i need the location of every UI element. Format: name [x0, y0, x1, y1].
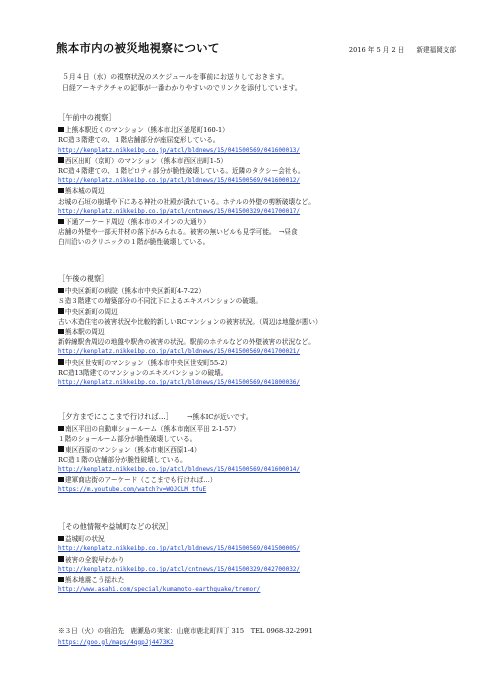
list-item	[58, 327, 463, 358]
bullet-square-icon	[58, 127, 64, 133]
item-link[interactable]: http://kenplatz.nikkeibp.co.jp/atcl/bldnews/15/041500569/041700021/	[58, 348, 301, 356]
item-link-row	[58, 585, 463, 595]
bullet-square-icon	[58, 536, 64, 542]
item-label-text: 東区西原のマンション（熊本市東区西原1-4）	[65, 445, 201, 454]
item-description: お城の石垣の崩壊や下にある神社の社殿が潰れている。ホテルの外壁の剪断破壊など。	[58, 197, 315, 206]
footer-lodging-text: ※３日（火）の宿泊先 鹿瀬島の実家：山鹿市鹿北町四丁 315 TEL 0968-32-2991	[58, 627, 313, 635]
item-description: 古い木造住宅の被害状況や比較的新しいRCマンションの被害状況。（周辺は地盤が悪い）	[58, 317, 322, 326]
intro-line: 日経アーキテクチャの記事が一番わかりやすいのでリンクを添付しています。	[62, 84, 302, 92]
item-label-text: 建軍商店街のアーケード（ここまでも行ければ…）	[65, 476, 217, 485]
item-label	[58, 575, 463, 585]
list-item	[58, 125, 463, 156]
section-morning	[58, 113, 463, 248]
section-heading-note: →熊本ICが近いです。	[187, 413, 253, 421]
document-date: 2016 年 5 月 2 日	[348, 46, 405, 54]
item-label	[58, 307, 463, 317]
bullet-square-icon	[58, 477, 64, 483]
item-link-row	[58, 485, 463, 495]
item-label	[58, 445, 463, 455]
item-link[interactable]: http://kenplatz.nikkeibp.co.jp/atcl/cntnews/15/041500329/041700017/	[58, 207, 301, 215]
item-description: RC造13階建てのマンションのエキスパンションの破壊。	[58, 368, 228, 377]
item-label-text: 西区出町（京町）のマンション（熊本市西区出町1-5）	[65, 156, 227, 165]
bullet-square-icon	[58, 446, 64, 452]
document-org: 新建福岡支部	[416, 46, 456, 54]
item-label	[58, 555, 463, 565]
list-item	[58, 286, 463, 306]
section-heading: ［その他情報や益城町などの状況］	[58, 522, 174, 531]
item-label	[58, 475, 463, 485]
item-label-text: 熊本城の周辺	[65, 187, 105, 196]
intro-line: ５月４日（水）の視察状況のスケジュールを事前にお送りしておきます。	[62, 73, 289, 81]
section-heading: ［午後の視察］	[58, 274, 109, 283]
list-item	[58, 186, 463, 217]
item-description: RC造４階建ての、１階ピロティ部分が脆性破壊している。近隣のタクシー会社も。	[58, 167, 305, 176]
item-label-text: 中央区世安町のマンション（熊本市中央区世安町55-2）	[65, 358, 232, 367]
document-title: 熊本市内の被災地視察について	[56, 41, 220, 55]
item-link-row	[58, 378, 463, 388]
item-label-text: 益城町の状況	[65, 535, 105, 544]
item-description: 白川沿いのクリニックの１階が脆性破壊している。	[58, 238, 210, 247]
item-description: Ｓ造３階建ての増築部分の不同沈下によるエキスパンションの破壊。	[58, 297, 262, 306]
bullet-square-icon	[58, 426, 64, 432]
document-meta	[339, 44, 456, 54]
item-label-text: 中央区新町の周辺	[65, 307, 118, 316]
list-item	[58, 534, 463, 554]
intro-paragraph	[62, 72, 462, 94]
list-item	[58, 156, 463, 187]
item-label	[58, 424, 463, 434]
list-item	[58, 575, 463, 595]
bullet-square-icon	[58, 359, 64, 365]
list-item	[58, 475, 463, 495]
item-label	[58, 125, 463, 135]
item-link[interactable]: https://m.youtube.com/watch?v=WOJCLM_tfuE	[58, 486, 207, 494]
item-link-row	[58, 465, 463, 475]
item-label-text: 上熊本駅近くのマンション（熊本市北区釜尾町160-1）	[65, 126, 229, 135]
section-heading-label: ［夕方までにここまで行ければ…］	[58, 412, 174, 421]
item-label	[58, 286, 463, 296]
item-description: １階のショールーム部分が脆性破壊している。	[58, 435, 197, 444]
list-item	[58, 555, 463, 575]
item-label	[58, 358, 463, 368]
footer	[58, 626, 468, 648]
item-description: 店舗の外壁や一部天井材の落下がみられる。被害の無いビルも見学可能。 →昼食	[58, 228, 298, 237]
item-label-text: 被害の全貌早わかり	[65, 555, 125, 564]
item-link[interactable]: http://kenplatz.nikkeibp.co.jp/atcl/bldnews/15/041500569/041600013/	[58, 146, 301, 154]
item-label-text: 中央区新町の病院（熊本市中央区新町4-7-22）	[65, 287, 205, 296]
bullet-square-icon	[58, 329, 64, 335]
bullet-square-icon	[58, 288, 64, 294]
list-item	[58, 307, 463, 327]
bullet-square-icon	[58, 308, 64, 314]
item-label-text: 下通アーケード周辺（熊本市のメインの大通り）	[65, 218, 210, 227]
item-label	[58, 534, 463, 544]
item-label-text: 熊本地震こう揺れた	[65, 576, 125, 585]
item-label-text: 南区平田の自動車ショールーム（熊本市南区平田 2-1-57）	[65, 425, 240, 434]
item-description: RC造１階の店舗部分が脆性破壊している。	[58, 455, 187, 464]
item-link[interactable]: http://kenplatz.nikkeibp.co.jp/atcl/bldnews/15/041500569/041600012/	[58, 177, 301, 185]
item-link[interactable]: http://kenplatz.nikkeibp.co.jp/atcl/cntnews/15/041500329/042700032/	[58, 565, 301, 573]
list-item	[58, 424, 463, 444]
bullet-square-icon	[58, 556, 64, 562]
item-link[interactable]: http://kenplatz.nikkeibp.co.jp/atcl/bldnews/15/041500569/041600014/	[58, 466, 301, 474]
section-other	[58, 522, 463, 595]
section-evening	[58, 412, 463, 496]
item-link[interactable]: http://kenplatz.nikkeibp.co.jp/atcl/bldnews/15/041500569/041500005/	[58, 545, 301, 553]
list-item	[58, 445, 463, 476]
section-heading	[58, 412, 463, 422]
item-link[interactable]: http://kenplatz.nikkeibp.co.jp/atcl/bldnews/15/041500569/041800036/	[58, 379, 301, 387]
item-link-row	[58, 176, 463, 186]
item-label	[58, 217, 463, 227]
bullet-square-icon	[58, 157, 64, 163]
item-description: 新幹線駅舎周辺の地盤や駅舎の被害の状況。駅前のホテルなどの外壁被害の状況など。	[58, 338, 315, 347]
item-description: RC造３階建ての、１階店舗部分が座屈変形している。	[58, 136, 220, 145]
item-label-text: 熊本駅の周辺	[65, 328, 105, 337]
item-label	[58, 327, 463, 337]
item-link-row	[58, 544, 463, 554]
item-link[interactable]: http://www.asahi.com/special/kumamoto-earthquake/tremor/	[58, 586, 261, 594]
list-item	[58, 358, 463, 389]
section-heading: ［午前中の視察］	[58, 113, 116, 122]
bullet-square-icon	[58, 577, 64, 583]
footer-map-link[interactable]: https://goo.gl/maps/4qgpJj4473K2	[58, 638, 174, 646]
item-label	[58, 156, 463, 166]
item-label	[58, 186, 463, 196]
list-item	[58, 217, 463, 248]
item-link-row	[58, 347, 463, 357]
item-link-row	[58, 207, 463, 217]
bullet-square-icon	[58, 188, 64, 194]
item-link-row	[58, 146, 463, 156]
item-link-row	[58, 565, 463, 575]
section-afternoon	[58, 274, 463, 388]
bullet-square-icon	[58, 219, 64, 225]
